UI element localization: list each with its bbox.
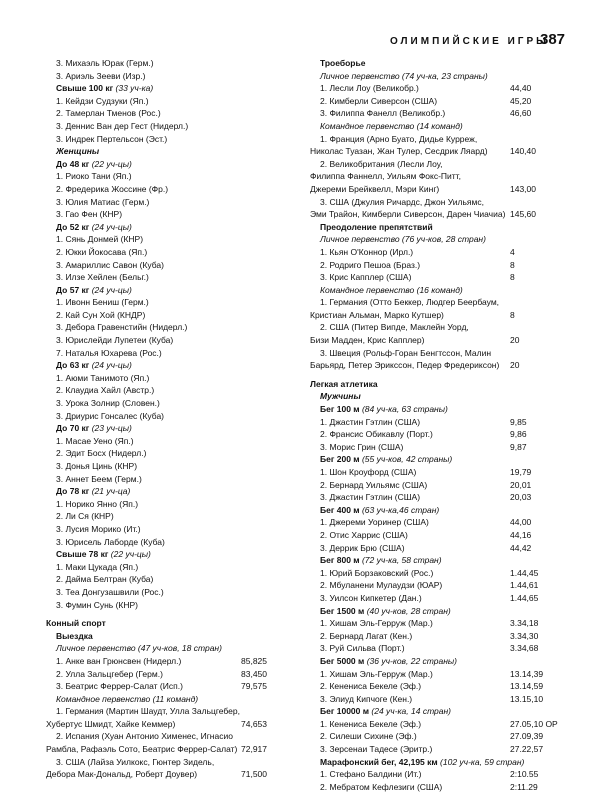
line-text: 1. Хишам Эль-Герруж (Мар.) [320,618,433,629]
event-heading [46,359,280,372]
result-line [46,599,280,612]
line-text: 2. Кенениса Бекеле (Эф.) [320,681,422,692]
line-text: 2. Силеши Сихине (Эф.) [320,731,417,742]
result-value: 9,86 [510,429,527,440]
line-text: 3. Михаэль Юрак (Герм.) [56,58,154,68]
result-line [46,271,280,284]
result-line [46,196,280,209]
result-value: 3.34,68 [510,643,539,654]
result-line [310,271,563,284]
result-line [310,617,563,630]
result-line [310,542,563,555]
result-value: 20 [510,335,520,346]
line-text: 3. Дебора Гравенстийн (Нидерл.) [56,322,188,333]
line-text: 2. Мбуланени Мулаудзи (ЮАР) [320,580,443,591]
event-name: Бег 1500 м [320,605,365,616]
line-text: 1. Масае Уено (Яп.) [56,435,134,446]
line-text: 2. Отис Харрис (США) [320,529,408,540]
result-line [310,693,563,706]
event-detail: (24 уч-цы) [91,284,132,295]
team-result-line [46,705,280,718]
result-line [46,523,280,536]
result-line [46,536,280,549]
line-text: 3. Юрисель Лаборде (Куба) [56,536,165,547]
line-text: 3. США (Джулия Ричардс, Джон Уильямс, [320,196,484,207]
line-text: 7. Наталья Юхарева (Рос.) [56,347,162,358]
result-value: 2:11.29 [510,781,538,792]
gender-group-heading [46,145,280,158]
event-heading [310,605,563,618]
result-value: 27.05,10 OP [510,718,558,729]
line-text: 2. Бернард Уильямс (США) [320,479,428,490]
result-value: 1.44,45 [510,567,539,578]
result-line [46,372,280,385]
result-value: 8 [510,309,515,320]
team-members-line [310,309,563,322]
result-value: 74,653 [241,718,267,729]
result-line [310,516,563,529]
category-subheading [310,233,563,246]
line-text: Кристиан Альман, Марко Кутшер) [310,309,444,320]
line-text: 2. Кимберли Сиверсон (США) [320,95,438,106]
event-name: До 70 кг [56,423,90,434]
sport-section-heading [46,617,280,630]
result-line [46,334,280,347]
result-line [310,466,563,479]
line-text: 1. Сянь Донмей (КНР) [56,234,144,245]
event-heading [46,284,280,297]
line-text: 3. Теа Донгузашвили (Рос.) [56,586,164,597]
line-text: 3. Фумин Сунь (КНР) [56,599,139,610]
result-line [46,321,280,334]
event-heading [310,756,563,769]
event-detail: (55 уч-ков, 42 страны) [361,454,453,465]
event-heading [46,158,280,171]
team-members-line [46,718,280,731]
event-detail: (24 уч-ка, 14 стран) [371,706,452,717]
result-line [46,107,280,120]
result-line [46,655,280,668]
line-text: 2. Клаудиа Хайл (Австр.) [56,385,155,396]
result-line [46,460,280,473]
result-line [46,208,280,221]
line-text: Конный спорт [46,618,106,629]
event-heading [310,57,563,70]
result-line [46,296,280,309]
event-heading [310,403,563,416]
event-heading [46,485,280,498]
result-line [46,573,280,586]
line-text: 1. Риоко Тани (Яп.) [56,171,132,182]
event-name: Преодоление препятствий [320,221,433,232]
line-text: Личное первенство (47 уч-ков, 18 стран) [56,643,222,654]
line-text: 3. Швеция (Рольф-Горан Бенгтссон, Малин [320,347,492,358]
result-value: 44,16 [510,529,532,540]
line-text: 2. США (Питер Випде, Маклейн Уорд, [320,322,469,333]
line-text: 2. Кай Сун Хой (КНДР) [56,309,146,320]
line-text: Рамбла, Рафаэль Сото, Беатрис Феррер-Салат) [46,744,238,755]
line-text: 3. Зерсенаи Тадесе (Эритр.) [320,744,433,755]
team-result-line [46,756,280,769]
result-value: 27.22,57 [510,744,544,755]
line-text: Барьярд, Петер Эрикссон, Педер Фредериксон) [310,360,500,371]
result-value: 145,60 [510,209,536,220]
team-members-line [46,743,280,756]
line-text: 1. Джастин Гэтлин (США) [320,416,421,427]
result-line [310,416,563,429]
category-subheading [310,70,563,83]
result-line [46,397,280,410]
line-text: Командное первенство (11 команд) [56,693,199,704]
result-line [310,529,563,542]
result-line [46,668,280,681]
line-text: 1. Франция (Арно Буато, Дидье Курреж, [320,133,478,144]
line-text: 1. Юрий Борзаковский (Рос.) [320,567,434,578]
line-text: 3. Урока Золнир (Словен.) [56,398,160,409]
running-header-title: ОЛИМПИЙСКИЕ ИГРЫ [390,36,549,47]
result-value: 9,85 [510,416,527,427]
result-line [310,768,563,781]
event-heading [310,705,563,718]
result-line [46,410,280,423]
line-text: Джереми Брейквелл, Мэри Кинг) [310,183,440,194]
result-line [46,95,280,108]
line-text: 3. Гао Фен (КНР) [56,209,123,220]
team-result-line [310,296,563,309]
line-text: 3. Беатрис Феррер-Салат (Исп.) [56,681,183,692]
team-result-line [310,133,563,146]
line-text: 3. Джастин Гэтлин (США) [320,492,421,503]
line-text: 2. Юкки Йокосава (Яп.) [56,246,148,257]
team-result-line [310,158,563,171]
event-heading [46,630,280,643]
event-detail: (63 уч-ка,46 стран) [361,504,440,515]
category-subheading [310,284,563,297]
line-text: 2. Бернард Лагат (Кен.) [320,630,413,641]
result-value: 71,500 [241,769,267,780]
result-line [46,183,280,196]
line-text: 3. Аннет Беем (Герм.) [56,473,142,484]
line-text: 1. Норико Янно (Яп.) [56,498,139,509]
event-name: Бег 5000 м [320,655,365,666]
event-name: До 57 кг [56,284,90,295]
result-value: 27.09,39 [510,731,544,742]
event-name: До 48 кг [56,158,90,169]
result-value: 3.34,30 [510,630,539,641]
left-column [46,57,280,781]
event-name: Бег 800 м [320,555,360,566]
team-members-line [310,145,563,158]
line-text: Эми Трайон, Кимберли Сиверсон, Дарен Чиачиа) [310,209,506,220]
event-name: Свыше 78 кг [56,549,109,560]
line-text: 1. Кенениса Бекеле (Эф.) [320,718,422,729]
category-subheading [310,120,563,133]
line-text: 3. США (Лайза Уилкокс, Гюнтер Зидель, [56,756,215,767]
result-value: 20,01 [510,479,532,490]
result-line [46,170,280,183]
line-text: Личное первенство (74 уч-ка, 23 страны) [320,70,488,81]
result-value: 4 [510,246,515,257]
result-value: 20 [510,360,520,371]
line-text: Женщины [56,146,100,157]
team-result-line [310,321,563,334]
event-detail: (21 уч-ца) [91,486,131,497]
line-text: Филиппа Фаннелл, Уильям Фокс-Питт, [310,171,461,182]
team-result-line [310,347,563,360]
line-text: 3. Уилсон Кипкетер (Дан.) [320,592,422,603]
event-name: Марафонский бег, 42,195 км [320,756,438,767]
event-heading [46,548,280,561]
result-value: 140,40 [510,146,536,157]
result-value: 83,450 [241,668,267,679]
event-name: Бег 10000 м [320,706,370,717]
line-text: 3. Деррик Брю (США) [320,542,405,553]
result-line [46,473,280,486]
result-value: 44,00 [510,517,532,528]
result-line [310,441,563,454]
sport-section-heading [310,378,563,391]
event-detail: (84 уч-ка, 63 страны) [361,404,448,415]
result-value: 44,42 [510,542,532,553]
result-value: 1.44,61 [510,580,539,591]
line-text: 2. Франсис Обикавлу (Порт.) [320,429,433,440]
team-members-line [310,334,563,347]
event-heading [310,554,563,567]
result-line [310,781,563,793]
result-line [46,586,280,599]
result-line [46,309,280,322]
result-line [46,561,280,574]
line-text: 2. Эдит Босх (Нидерл.) [56,448,147,459]
result-value: 8 [510,259,515,270]
event-name: Бег 200 м [320,454,360,465]
result-line [310,95,563,108]
line-text: Николас Туазан, Жан Тулер, Сесдрик Ляард) [310,146,488,157]
event-name: Свыше 100 кг [56,83,114,94]
result-line [46,233,280,246]
event-name: До 52 кг [56,221,90,232]
result-line [310,579,563,592]
result-line [310,567,563,580]
line-text: 2. Ли Ся (КНР) [56,511,114,522]
event-detail: (23 уч-цы) [91,423,132,434]
result-value: 72,917 [241,744,267,755]
line-text: 1. Лесли Лоу (Великобр.) [320,83,419,94]
team-members-line [310,183,563,196]
line-text: Командное первенство (16 команд) [320,284,463,295]
event-name: До 63 кг [56,360,90,371]
result-line [310,428,563,441]
line-text: 3. Индрек Пертельсон (Эст.) [56,133,168,144]
result-line [46,120,280,133]
result-value: 13.15,10 [510,693,544,704]
line-text: 3. Донья Цинь (КНР) [56,461,138,471]
line-text: 2. Великобритания (Лесли Лоу, [320,158,443,169]
event-heading [310,504,563,517]
line-text: 3. Филиппа Фанелл (Великобр.) [320,108,446,119]
line-text: 1. Кейдзи Судзуки (Яп.) [56,95,149,106]
result-value: 46,60 [510,108,532,119]
result-value: 79,575 [241,681,267,692]
event-name: Бег 100 м [320,404,360,415]
line-text: 3. Амариллис Савон (Куба) [56,259,164,270]
result-line [310,491,563,504]
event-heading [46,221,280,234]
line-text: Личное первенство (76 уч-ков, 28 стран) [320,234,486,245]
line-text: Дебора Мак-Дональд, Роберт Доувер) [46,769,198,780]
result-line [310,680,563,693]
result-value: 20,03 [510,492,532,503]
event-heading [310,221,563,234]
line-text: Командное первенство (14 команд) [320,120,463,131]
result-value: 9,87 [510,441,527,452]
team-members-line [310,170,563,183]
team-members-line [310,359,563,372]
team-result-line [46,730,280,743]
line-text: 1. Анке ван Грюнсвен (Нидерл.) [56,655,182,666]
line-text: 3. Дриурис Гонсалес (Куба) [56,410,165,421]
category-subheading [46,693,280,706]
line-text: 2. Улла Зальцгебер (Герм.) [56,668,163,679]
event-detail: (22 уч-цы) [110,549,151,560]
event-name: Троеборье [320,58,366,68]
line-text: Хубертус Шмидт, Хайке Кеммер) [46,718,176,729]
line-text: 3. Крис Капплер (США) [320,272,412,283]
result-value: 19,79 [510,467,532,477]
line-text: Бизи Мадден, Крис Капплер) [310,335,425,346]
event-detail: (36 уч-ков, 22 страны) [366,655,457,666]
line-text: 1. Стефано Балдини (Ит.) [320,769,422,780]
event-name: До 78 кг [56,486,90,497]
line-text: 1. Кьян О'Коннор (Ирл.) [320,246,414,257]
event-detail: (22 уч-цы) [91,158,132,169]
result-line [310,642,563,655]
line-text: 1. Германия (Отто Беккер, Людгер Беербаум, [320,297,500,308]
line-text: 3. Илзе Хейлен (Бельг.) [56,272,149,283]
result-value: 45,20 [510,95,532,106]
result-line [310,107,563,120]
result-line [310,246,563,259]
line-text: 2. Тамерлан Тменов (Рос.) [56,108,161,119]
line-text: Легкая атлетика [310,378,378,389]
result-line [310,630,563,643]
result-value: 8 [510,272,515,283]
result-line [46,680,280,693]
event-name: Бег 400 м [320,504,360,515]
page-number: 387 [540,31,566,48]
result-line [46,57,280,70]
line-text: 1. Джереми Уоринер (США) [320,517,429,528]
line-text: 1. Хишам Эль-Герруж (Мар.) [320,668,433,679]
event-name: Выездка [56,630,93,641]
line-text: 2. Дайма Белтран (Куба) [56,574,154,585]
line-text: 1. Шон Кроуфорд (США) [320,467,417,477]
result-line [46,447,280,460]
line-text: Мужчины [320,391,361,402]
result-value: 13.14,59 [510,681,544,692]
event-detail: (72 уч-ка, 58 стран) [361,555,442,566]
line-text: 1. Аюми Танимото (Яп.) [56,372,150,383]
result-line [46,498,280,511]
event-heading [46,422,280,435]
line-text: 3. Деннис Ван дер Гест (Нидерл.) [56,120,189,131]
event-detail: (24 уч-цы) [91,360,132,371]
right-column [310,57,563,793]
event-detail: (33 уч-ка) [115,83,154,94]
line-text: 2. Мебратом Кефлезиги (США) [320,781,443,792]
event-heading [46,82,280,95]
result-line [46,259,280,272]
gender-group-heading [310,390,563,403]
result-line [46,347,280,360]
result-line [46,435,280,448]
line-text: 3. Ариэль Зееви (Изр.) [56,70,146,81]
line-text: 2. Родриго Пешоа (Браз.) [320,259,421,270]
result-line [310,668,563,681]
result-line [310,730,563,743]
line-text: 3. Юрислейди Лупетеи (Куба) [56,335,174,346]
line-text: 3. Лусия Морико (Ит.) [56,523,141,534]
result-value: 143,00 [510,183,536,194]
line-text: 3. Юлия Матиас (Герм.) [56,196,150,207]
team-members-line [46,768,280,781]
event-detail: (102 уч-ка, 59 стран) [440,756,525,767]
line-text: 1. Ивонн Бениш (Герм.) [56,297,149,308]
line-text: 1. Маки Цукада (Яп.) [56,561,139,572]
result-line [46,384,280,397]
result-line [46,133,280,146]
line-text: 2. Фредерика Жоссине (Фр.) [56,183,169,194]
team-members-line [310,208,563,221]
line-text: 1. Германия (Мартин Шаудт, Улла Зальцгебер, [56,706,241,717]
category-subheading [46,642,280,655]
result-value: 13.14,39 [510,668,544,679]
result-line [310,718,563,731]
result-line [46,70,280,83]
team-result-line [310,196,563,209]
result-line [310,743,563,756]
event-heading [310,655,563,668]
line-text: 2. Испания (Хуан Антонио Хименес, Игнасио [56,731,233,742]
event-detail: (40 уч-ков, 28 стран) [366,605,451,616]
event-detail: (24 уч-цы) [91,221,132,232]
result-line [310,479,563,492]
result-line [310,592,563,605]
result-value: 3.34,18 [510,618,539,629]
result-line [46,246,280,259]
result-value: 85,825 [241,655,267,666]
line-text: 3. Руй Сильва (Порт.) [320,643,405,654]
event-heading [310,453,563,466]
result-line [46,510,280,523]
result-value: 2:10.55 [510,769,539,780]
result-line [310,259,563,272]
result-value: 44,40 [510,83,532,94]
line-text: 3. Морис Грин (США) [320,441,404,452]
result-value: 1.44,65 [510,592,539,603]
result-line [310,82,563,95]
line-text: 3. Элиуд Кипчоге (Кен.) [320,693,413,704]
